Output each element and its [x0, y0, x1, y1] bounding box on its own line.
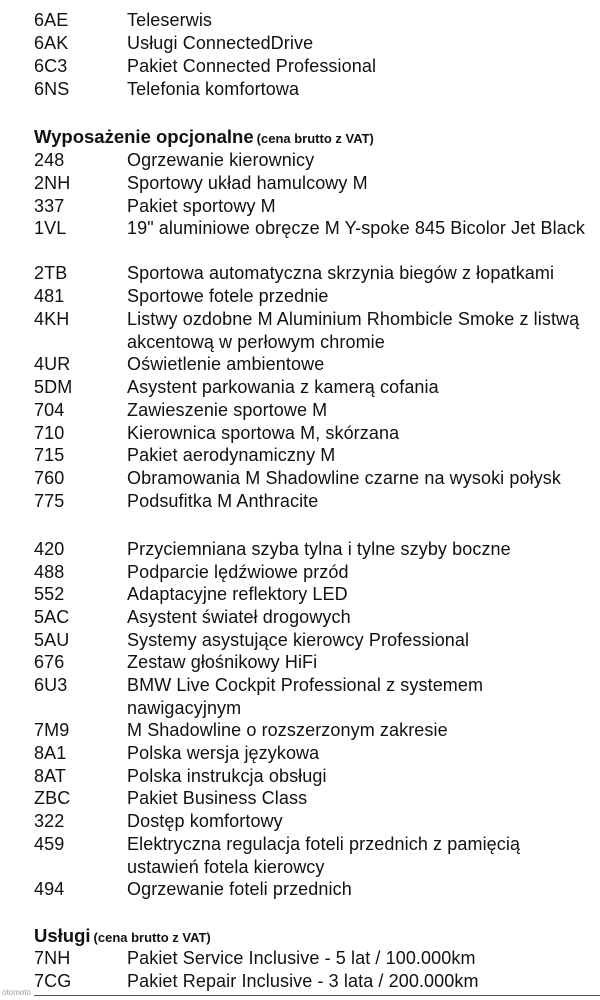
option-description: Przyciemniana szyba tylna i tylne szyby boczne — [127, 539, 511, 559]
option-code: 760 — [34, 468, 65, 488]
option-code: 8A1 — [34, 743, 67, 763]
section-title: Usługi — [34, 925, 91, 946]
option-code: 1VL — [34, 218, 67, 238]
option-description: Pakiet Business Class — [127, 788, 308, 808]
option-code: 704 — [34, 400, 65, 420]
option-description: Sportowy układ hamulcowy M — [127, 173, 368, 193]
option-description: Elektryczna regulacja foteli przednich z pamięcią ustawień fotela kierowcy — [127, 834, 521, 877]
price-note: (cena brutto z VAT) — [93, 930, 211, 945]
option-description: Ogrzewanie foteli przednich — [127, 879, 352, 899]
option-code: 775 — [34, 491, 65, 511]
option-code: 5DM — [34, 377, 73, 397]
option-code: ZBC — [34, 788, 71, 808]
option-description: 19" aluminiowe obręcze M Y-spoke 845 Bicolor Jet Black — [127, 218, 586, 238]
option-code: 4KH — [34, 309, 70, 329]
option-description: Podparcie lędźwiowe przód — [127, 562, 349, 582]
option-description: Pakiet sportowy M — [127, 196, 276, 216]
option-code: 715 — [34, 445, 65, 465]
option-description: Pakiet aerodynamiczny M — [127, 445, 336, 465]
option-description: M Shadowline o rozszerzonym zakresie — [127, 720, 448, 740]
option-code: 4UR — [34, 354, 71, 374]
option-code: 6AK — [34, 33, 69, 53]
option-description: Asystent parkowania z kamerą cofania — [127, 377, 439, 397]
option-description: Podsufitka M Anthracite — [127, 491, 319, 511]
option-code: 7CG — [34, 971, 72, 991]
option-description: Telefonia komfortowa — [127, 79, 300, 99]
option-code: 7M9 — [34, 720, 70, 740]
option-code: 322 — [34, 811, 65, 831]
divider — [34, 995, 600, 996]
option-description: Teleserwis — [127, 10, 213, 30]
option-description: Pakiet Service Inclusive - 5 lat / 100.000km — [127, 948, 476, 968]
option-description: Zawieszenie sportowe M — [127, 400, 328, 420]
option-code: 459 — [34, 834, 65, 854]
option-code: 420 — [34, 539, 65, 559]
option-code: 7NH — [34, 948, 71, 968]
option-description: Pakiet Connected Professional — [127, 56, 377, 76]
section-heading-optional-equipment — [34, 126, 374, 148]
option-code: 481 — [34, 286, 65, 306]
option-description: Usługi ConnectedDrive — [127, 33, 314, 53]
option-code: 710 — [34, 423, 65, 443]
option-description: Polska instrukcja obsługi — [127, 766, 327, 786]
option-code: 5AC — [34, 607, 70, 627]
option-description: Polska wersja językowa — [127, 743, 320, 763]
option-description: Kierownica sportowa M, skórzana — [127, 423, 400, 443]
section-title: Wyposażenie opcjonalne — [34, 126, 254, 147]
option-code: 2NH — [34, 173, 71, 193]
option-description: Listwy ozdobne M Aluminium Rhombicle Smoke z listwą akcentową w perłowym chromie — [127, 309, 580, 352]
option-code: 2TB — [34, 263, 68, 283]
option-code: 6U3 — [34, 675, 68, 695]
option-code: 494 — [34, 879, 65, 899]
section-heading-services — [34, 925, 211, 947]
option-code: 6C3 — [34, 56, 68, 76]
option-description: Pakiet Repair Inclusive - 3 lata / 200.000km — [127, 971, 479, 991]
option-code: 488 — [34, 562, 65, 582]
option-code: 248 — [34, 150, 65, 170]
option-code: 8AT — [34, 766, 66, 786]
option-code: 5AU — [34, 630, 70, 650]
option-description: Oświetlenie ambientowe — [127, 354, 325, 374]
option-description: Sportowa automatyczna skrzynia biegów z łopatkami — [127, 263, 555, 283]
watermark: otomoto — [2, 988, 31, 997]
option-code: 552 — [34, 584, 65, 604]
option-description: Dostęp komfortowy — [127, 811, 283, 831]
option-code: 676 — [34, 652, 65, 672]
price-note: (cena brutto z VAT) — [256, 131, 374, 146]
option-description: Zestaw głośnikowy HiFi — [127, 652, 318, 672]
option-description: Ogrzewanie kierownicy — [127, 150, 315, 170]
option-code: 337 — [34, 196, 65, 216]
option-description: Obramowania M Shadowline czarne na wysoki połysk — [127, 468, 561, 488]
option-description: Systemy asystujące kierowcy Professional — [127, 630, 470, 650]
option-code: 6NS — [34, 79, 70, 99]
option-description: Adaptacyjne reflektory LED — [127, 584, 348, 604]
option-description: Asystent świateł drogowych — [127, 607, 351, 627]
option-description: Sportowe fotele przednie — [127, 286, 329, 306]
option-description: BMW Live Cockpit Professional z systemem nawigacyjnym — [127, 675, 484, 718]
option-code: 6AE — [34, 10, 69, 30]
